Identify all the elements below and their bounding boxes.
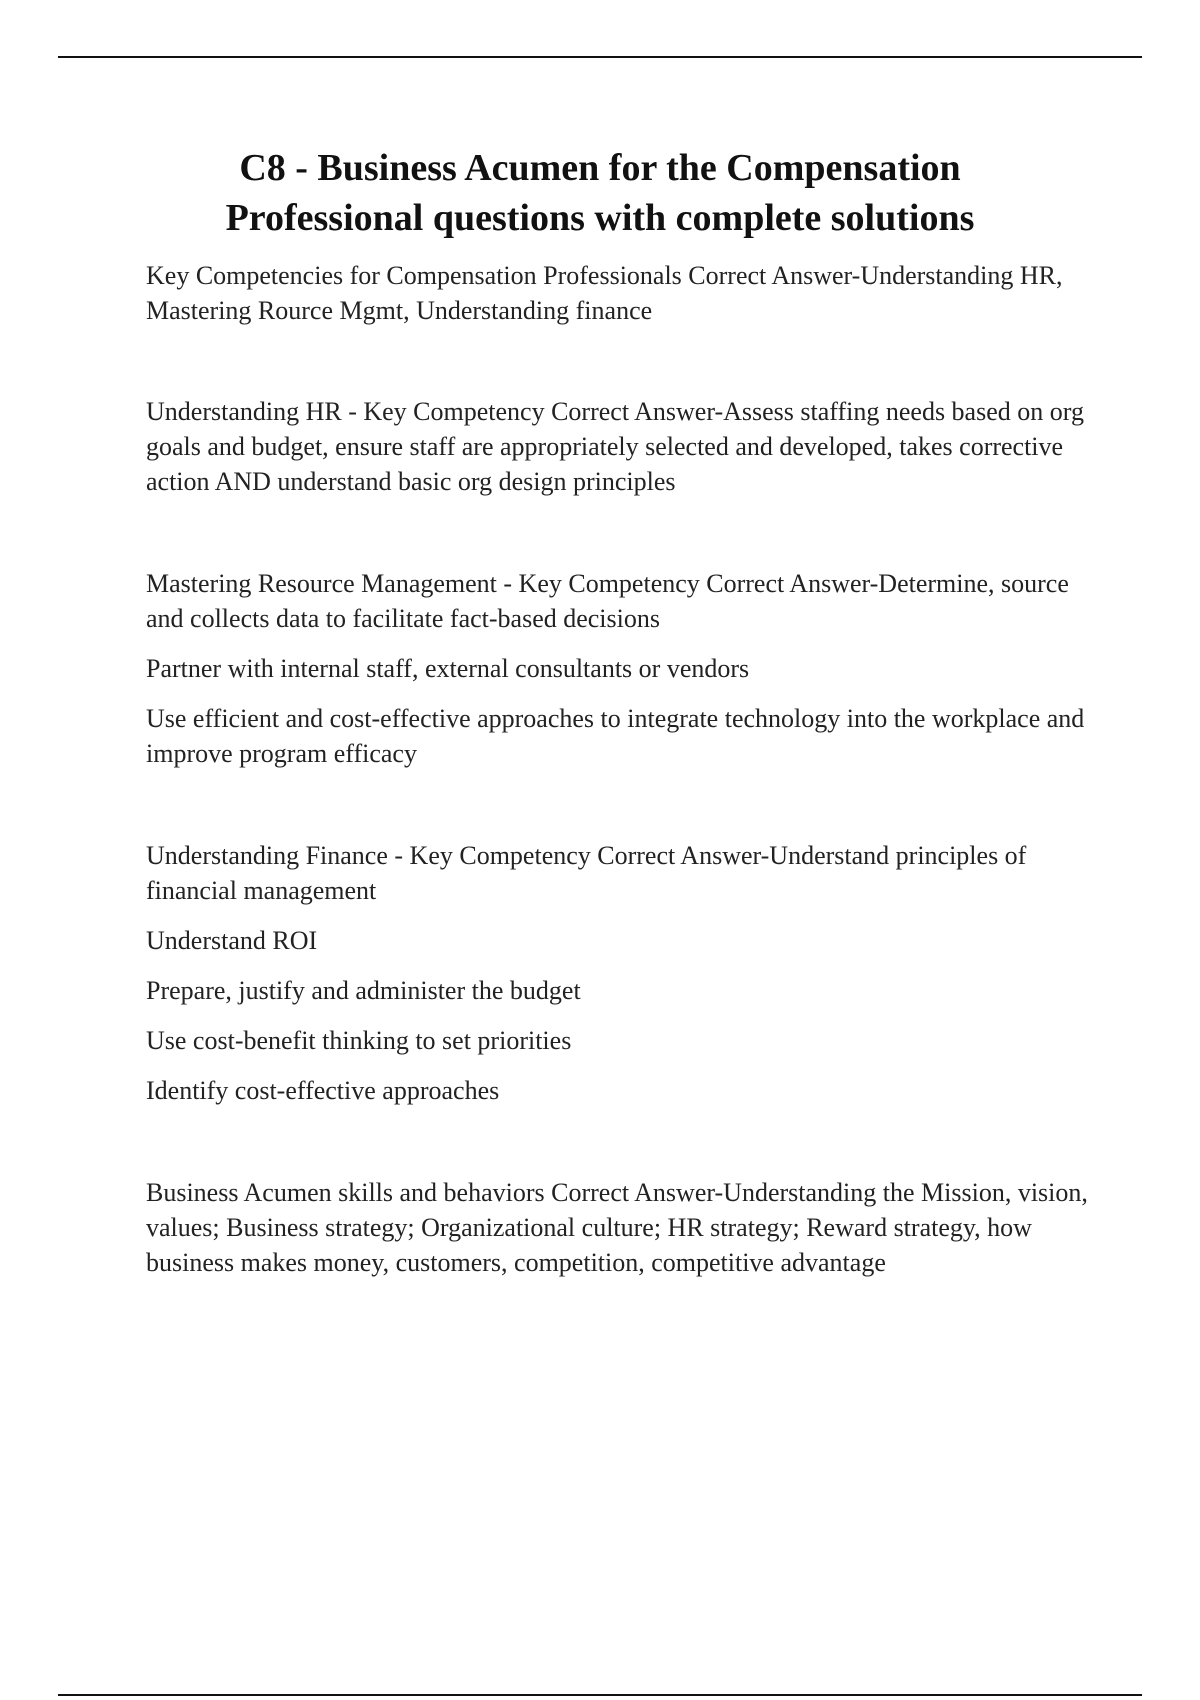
- qa-entry-understanding-finance: [146, 838, 1096, 1108]
- qa-entry-understanding-hr: [146, 394, 1096, 499]
- title-line-1: C8 - Business Acumen for the Compensation: [239, 147, 961, 189]
- qa-entry-business-acumen: [146, 1175, 1096, 1280]
- entry-paragraph: Use cost-benefit thinking to set priorities: [146, 1026, 572, 1055]
- document-body: [146, 258, 1096, 1347]
- page-title: [100, 143, 1100, 243]
- entry-paragraph: Prepare, justify and administer the budget: [146, 976, 581, 1005]
- footer-rule: [58, 1694, 1142, 1696]
- qa-entry-resource-management: [146, 566, 1096, 771]
- entry-paragraph: Identify cost-effective approaches: [146, 1076, 500, 1105]
- title-line-2: Professional questions with complete solutions: [225, 197, 975, 239]
- header-rule: [58, 56, 1142, 58]
- entry-paragraph: Understanding HR - Key Competency Correct Answer-Assess staffing needs based on org goals and budget, ensure staff are appropriately selected and developed, takes corrective action AND understand basic org design principles: [146, 397, 1084, 496]
- entry-paragraph: Partner with internal staff, external consultants or vendors: [146, 654, 750, 683]
- entry-paragraph: Key Competencies for Compensation Professionals Correct Answer-Understanding HR, Mastering Rource Mgmt, Understanding finance: [146, 261, 1063, 325]
- entry-paragraph: Mastering Resource Management - Key Competency Correct Answer-Determine, source and collects data to facilitate fact-based decisions: [146, 569, 1069, 633]
- entry-paragraph: Business Acumen skills and behaviors Correct Answer-Understanding the Mission, vision, values; Business strategy; Organizational culture; HR strategy; Reward strategy, how business makes money, customers, competition, competitive advantage: [146, 1178, 1088, 1277]
- qa-entry-key-competencies: [146, 258, 1096, 328]
- entry-paragraph: Understanding Finance - Key Competency Correct Answer-Understand principles of financial management: [146, 841, 1027, 905]
- entry-paragraph: Use efficient and cost-effective approaches to integrate technology into the workplace and improve program efficacy: [146, 704, 1085, 768]
- entry-paragraph: Understand ROI: [146, 926, 318, 955]
